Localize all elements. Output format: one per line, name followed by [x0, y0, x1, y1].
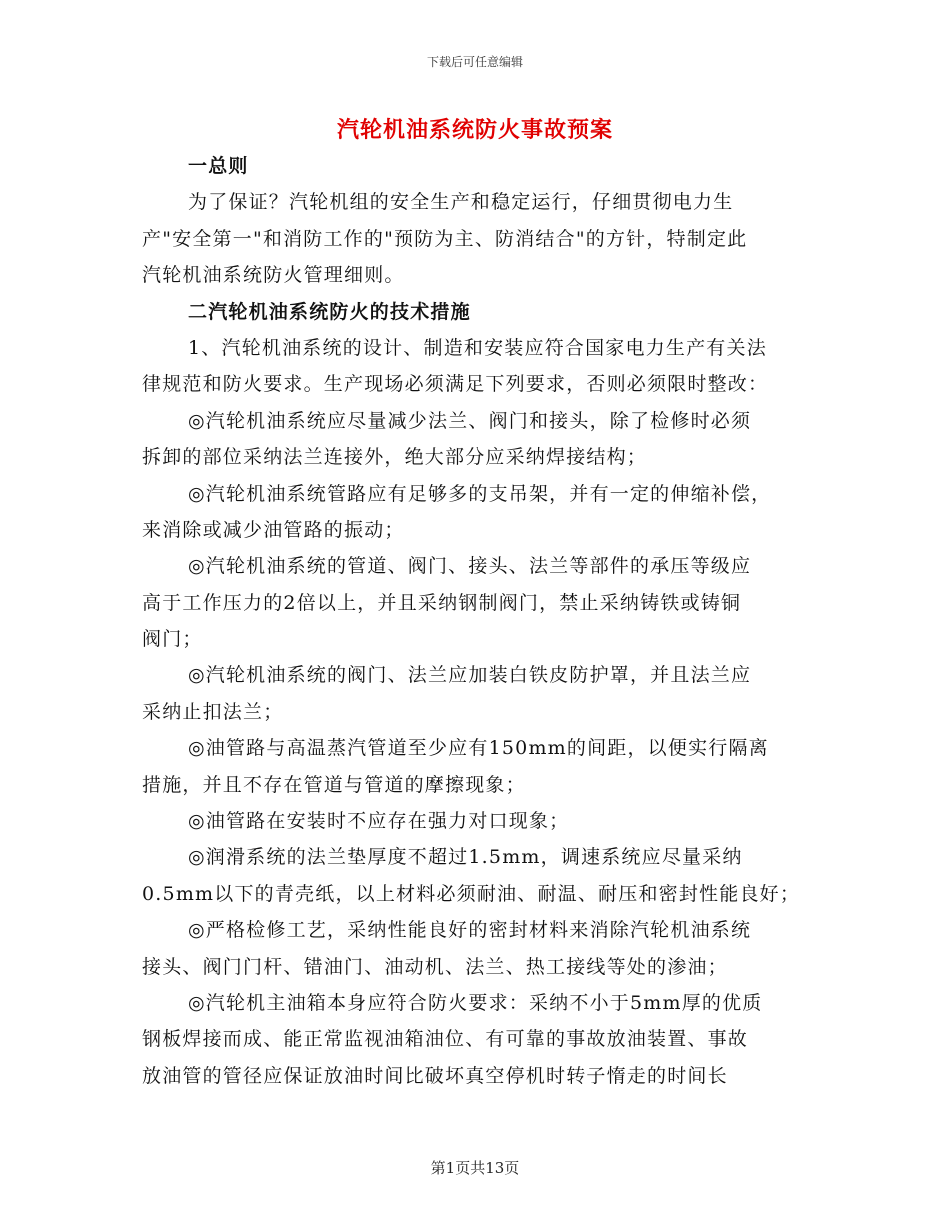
paragraph-line: 为了保证？汽轮机组的安全生产和稳定运行，仔细贯彻电力生	[188, 191, 734, 214]
list-item-line: ◎汽轮机油系统管路应有足够多的支吊架，并有一定的伸缩补偿，	[188, 482, 772, 505]
list-item-line: 高于工作压力的2倍以上，并且采纳钢制阀门，禁止采纳铸铁或铸铜	[142, 591, 742, 614]
list-item-line: 措施，并且不存在管道与管道的摩擦现象；	[142, 773, 526, 796]
list-item-line: 来消除或减少油管路的振动；	[142, 518, 405, 541]
document-title: 汽轮机油系统防火事故预案	[336, 117, 613, 143]
list-item-line: ◎汽轮机油系统的阀门、法兰应加装白铁皮防护罩，并且法兰应	[188, 664, 752, 687]
list-item-line: 拆卸的部位采纳法兰连接外，绝大部分应采纳焊接结构；	[142, 446, 648, 469]
list-item-line: 钢板焊接而成、能正常监视油箱油位、有可靠的事故放油装置、事故	[142, 1028, 749, 1051]
page-header-note: 下载后可任意编辑	[426, 55, 523, 69]
list-item-line: 0.5mm以下的青壳纸，以上材料必须耐油、耐温、耐压和密封性能良好；	[142, 882, 801, 905]
list-item-line: ◎汽轮机油系统的管道、阀门、接头、法兰等部件的承压等级应	[188, 555, 752, 578]
list-item-line: ◎汽轮机油系统应尽量减少法兰、阀门和接头，除了检修时必须	[188, 409, 752, 432]
list-item-line: ◎油管路在安装时不应存在强力对口现象；	[188, 810, 570, 833]
list-item-line: ◎油管路与高温蒸汽管道至少应有150mm的间距，以便实行隔离	[188, 737, 769, 760]
paragraph-line: 产"安全第一"和消防工作的"预防为主、防消结合"的方针，特制定此	[142, 227, 748, 250]
section-heading-technical-measures: 二汽轮机油系统防火的技术措施	[188, 300, 471, 323]
section-heading-general: 一总则	[188, 155, 249, 177]
paragraph-line: 1、汽轮机油系统的设计、制造和安装应符合国家电力生产有关法	[188, 336, 767, 359]
list-item-line: 采纳止扣法兰；	[142, 700, 284, 723]
paragraph-line: 汽轮机油系统防火管理细则。	[142, 264, 405, 287]
paragraph-line: 律规范和防火要求。生产现场必须满足下列要求，否则必须限时整改：	[142, 373, 769, 396]
list-item-line: ◎润滑系统的法兰垫厚度不超过1.5mm，调速系统应尽量采纳	[188, 846, 743, 869]
list-item-line: 接头、阀门门杆、错油门、油动机、法兰、热工接线等处的渗油；	[142, 955, 728, 978]
list-item-line: ◎汽轮机主油箱本身应符合防火要求：采纳不小于5mm厚的优质	[188, 991, 763, 1014]
page-number-footer: 第1页共13页	[430, 1159, 520, 1177]
document-body	[142, 148, 818, 1094]
list-item-line: ◎严格检修工艺，采纳性能良好的密封材料来消除汽轮机油系统	[188, 919, 752, 942]
list-item-line: 阀门；	[142, 628, 203, 651]
list-item-line: 放油管的管径应保证放油时间比破坏真空停机时转子惰走的时间长	[142, 1064, 728, 1087]
